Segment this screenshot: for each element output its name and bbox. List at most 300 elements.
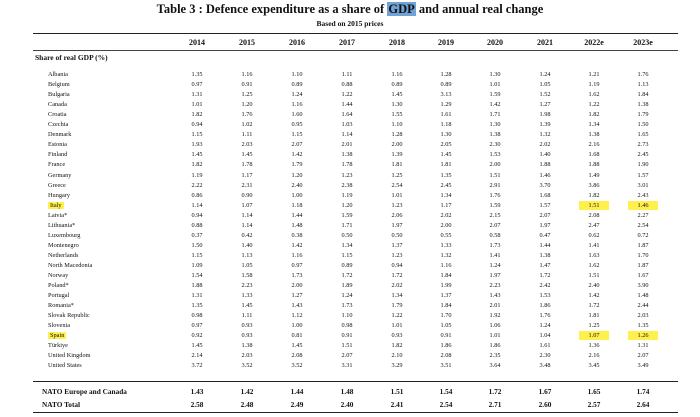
value-cell: 1.47 xyxy=(539,261,551,269)
aggregate-value-cell: 1.44 xyxy=(290,387,304,396)
country-name: North Macedonia xyxy=(48,261,93,269)
value-cell: 1.23 xyxy=(391,201,403,209)
bottom-rule xyxy=(33,412,678,413)
value-cell: 2.01 xyxy=(341,141,353,149)
value-cell: 1.34 xyxy=(391,292,403,300)
value-cell: 2.05 xyxy=(440,141,452,149)
value-cell: 1.82 xyxy=(391,342,403,350)
value-cell: 1.44 xyxy=(539,241,551,249)
aggregate-name: NATO Europe and Canada xyxy=(42,387,127,396)
value-cell: 0.50 xyxy=(391,231,403,239)
value-cell: 1.13 xyxy=(637,81,649,89)
value-cell: 2.02 xyxy=(539,141,551,149)
country-name: Luxembourg xyxy=(48,231,81,239)
value-cell: 1.25 xyxy=(588,322,600,330)
aggregate-value-cell: 1.51 xyxy=(390,387,404,396)
value-cell: 1.28 xyxy=(440,71,452,78)
value-cell: 2.44 xyxy=(637,302,649,310)
value-cell: 1.30 xyxy=(440,131,452,139)
value-cell: 1.87 xyxy=(637,261,649,269)
year-header: 2022e xyxy=(584,38,604,47)
value-cell: 1.52 xyxy=(539,91,551,99)
table-row xyxy=(0,241,700,250)
value-cell: 1.29 xyxy=(440,101,452,109)
value-cell: 1.76 xyxy=(637,71,649,78)
value-cell: 1.25 xyxy=(391,171,403,179)
table-row xyxy=(0,201,700,210)
country-name: Germany xyxy=(48,171,72,179)
table-row xyxy=(0,331,700,340)
value-cell: 0.55 xyxy=(440,231,452,239)
value-cell: 1.05 xyxy=(539,81,551,89)
value-cell: 1.82 xyxy=(588,111,600,119)
year-header: 2015 xyxy=(239,38,255,47)
value-cell: 1.50 xyxy=(637,121,649,129)
value-cell: 1.97 xyxy=(489,272,501,279)
value-cell: 1.05 xyxy=(440,322,452,330)
value-cell: 1.27 xyxy=(291,292,303,300)
value-cell: 1.73 xyxy=(341,302,353,310)
table-row xyxy=(0,251,700,260)
aggregate-value-cell: 2.49 xyxy=(290,400,304,409)
value-cell: 3.48 xyxy=(539,362,551,370)
value-cell: 0.93 xyxy=(241,322,253,330)
country-name: Slovenia xyxy=(48,322,71,330)
value-cell: 1.24 xyxy=(539,322,551,330)
table-row xyxy=(0,120,700,129)
value-cell: 1.14 xyxy=(241,221,253,229)
table-title: Table 3 : Defence expenditure as a share of GDP and annual real change xyxy=(156,2,544,16)
value-cell: 1.48 xyxy=(291,221,303,229)
value-cell: 1.60 xyxy=(291,111,303,119)
value-cell: 1.25 xyxy=(241,91,253,99)
value-cell: 0.81 xyxy=(291,332,303,340)
value-cell: 1.10 xyxy=(341,312,353,320)
value-cell: 1.45 xyxy=(191,151,203,159)
value-cell: 2.45 xyxy=(440,181,452,189)
value-cell: 0.92 xyxy=(191,332,203,340)
aggregate-name: NATO Total xyxy=(42,400,81,409)
value-cell: 1.61 xyxy=(440,111,452,119)
value-cell: 2.73 xyxy=(637,141,649,149)
value-cell: 1.59 xyxy=(341,211,353,219)
value-cell: 2.38 xyxy=(341,181,353,189)
table-row xyxy=(0,351,700,360)
value-cell: 1.00 xyxy=(291,322,303,330)
table-row xyxy=(0,181,700,190)
value-cell: 1.36 xyxy=(588,342,600,350)
year-header: 2021 xyxy=(537,38,553,47)
aggregate-value-cell: 1.74 xyxy=(636,387,650,396)
value-cell: 1.38 xyxy=(341,151,353,159)
value-cell: 1.19 xyxy=(191,171,203,179)
value-cell: 1.01 xyxy=(489,332,501,340)
table-row xyxy=(0,321,700,330)
value-cell: 2.30 xyxy=(539,352,551,360)
value-cell: 1.20 xyxy=(291,171,303,179)
value-cell: 2.42 xyxy=(539,282,551,290)
section-label: Share of real GDP (%) xyxy=(35,53,108,62)
value-cell: 1.84 xyxy=(440,272,452,279)
value-cell: 0.47 xyxy=(539,231,551,239)
value-cell: 1.14 xyxy=(191,201,203,209)
value-cell: 1.79 xyxy=(391,302,403,310)
aggregate-value-cell: 2.60 xyxy=(538,400,552,409)
year-header: 2018 xyxy=(389,38,405,47)
value-cell: 1.53 xyxy=(539,292,551,300)
value-cell: 0.86 xyxy=(191,191,203,199)
year-header: 2023e xyxy=(633,38,653,47)
country-name: Türkiye xyxy=(48,342,68,350)
value-cell: 1.98 xyxy=(539,111,551,119)
value-cell: 1.45 xyxy=(440,151,452,159)
value-cell: 1.42 xyxy=(291,241,303,249)
value-cell: 1.35 xyxy=(191,71,203,78)
value-cell: 2.31 xyxy=(241,181,253,189)
value-cell: 1.84 xyxy=(637,91,649,99)
value-cell: 1.86 xyxy=(539,302,551,310)
country-name: Canada xyxy=(48,101,67,109)
value-cell: 1.34 xyxy=(440,191,452,199)
value-cell: 1.87 xyxy=(637,241,649,249)
value-cell: 1.70 xyxy=(637,251,649,259)
value-cell: 2.02 xyxy=(440,211,452,219)
table-row xyxy=(0,70,700,79)
table-row xyxy=(0,221,700,230)
value-cell: 1.30 xyxy=(391,101,403,109)
value-cell: 0.88 xyxy=(191,221,203,229)
value-cell: 1.78 xyxy=(341,161,353,169)
value-cell: 1.20 xyxy=(241,101,253,109)
value-cell: 3.45 xyxy=(588,362,600,370)
table-row xyxy=(0,150,700,159)
country-name: Bulgaria xyxy=(48,91,70,99)
aggregate-value-cell: 1.48 xyxy=(340,387,354,396)
value-cell: 1.88 xyxy=(588,161,600,169)
table-row xyxy=(0,140,700,149)
value-cell: 0.58 xyxy=(489,231,501,239)
value-cell: 1.76 xyxy=(539,312,551,320)
value-cell: 1.76 xyxy=(489,191,501,199)
value-cell: 1.97 xyxy=(539,221,551,229)
value-cell: 2.00 xyxy=(489,161,501,169)
value-cell: 2.00 xyxy=(291,282,303,290)
value-cell: 1.38 xyxy=(241,342,253,350)
value-cell: 1.99 xyxy=(440,282,452,290)
value-cell: 1.16 xyxy=(241,71,253,78)
country-name: Norway xyxy=(48,272,69,279)
year-header: 2020 xyxy=(487,38,503,47)
table-row xyxy=(0,90,700,99)
value-cell: 0.50 xyxy=(341,231,353,239)
value-cell: 2.03 xyxy=(241,141,253,149)
value-cell: 1.04 xyxy=(539,332,551,340)
value-cell: 1.15 xyxy=(341,251,353,259)
value-cell: 1.09 xyxy=(191,261,203,269)
table-subtitle: Based on 2015 prices xyxy=(316,19,384,28)
value-cell: 1.00 xyxy=(291,191,303,199)
aggregate-rule xyxy=(33,381,678,382)
value-cell: 1.18 xyxy=(291,201,303,209)
value-cell: 1.28 xyxy=(391,131,403,139)
country-name: Romania* xyxy=(48,302,74,310)
value-cell: 1.16 xyxy=(291,251,303,259)
value-cell: 2.08 xyxy=(588,211,600,219)
value-cell: 2.45 xyxy=(637,151,649,159)
value-cell: 1.58 xyxy=(241,272,253,279)
value-cell: 0.89 xyxy=(291,81,303,89)
country-name: United Kingdom xyxy=(48,352,91,360)
value-cell: 1.01 xyxy=(391,322,403,330)
aggregate-value-cell: 2.48 xyxy=(240,400,254,409)
value-cell: 1.14 xyxy=(241,211,253,219)
value-cell: 1.78 xyxy=(241,161,253,169)
value-cell: 3.29 xyxy=(391,362,403,370)
value-cell: 1.81 xyxy=(391,161,403,169)
value-cell: 2.01 xyxy=(489,302,501,310)
value-cell: 1.23 xyxy=(391,251,403,259)
table-row xyxy=(0,261,700,270)
country-name: Italy xyxy=(50,201,62,209)
value-cell: 3.64 xyxy=(489,362,501,370)
country-name: Spain xyxy=(50,332,65,340)
table-row xyxy=(0,211,700,220)
value-cell: 1.72 xyxy=(341,272,353,279)
value-cell: 1.03 xyxy=(341,121,353,129)
value-cell: 1.73 xyxy=(291,272,303,279)
value-cell: 1.86 xyxy=(489,342,501,350)
value-cell: 0.94 xyxy=(191,211,203,219)
value-cell: 0.89 xyxy=(341,261,353,269)
country-name: Albania xyxy=(48,71,68,78)
value-cell: 1.67 xyxy=(637,272,649,279)
value-cell: 1.51 xyxy=(341,342,353,350)
value-cell: 1.92 xyxy=(489,312,501,320)
value-cell: 1.14 xyxy=(341,131,353,139)
value-cell: 1.73 xyxy=(489,241,501,249)
value-cell: 1.15 xyxy=(291,131,303,139)
value-cell: 1.30 xyxy=(489,71,501,78)
table-row xyxy=(0,130,700,139)
aggregate-value-cell: 2.41 xyxy=(390,400,404,409)
value-cell: 0.97 xyxy=(191,322,203,330)
value-cell: 2.16 xyxy=(588,352,600,360)
value-cell: 1.16 xyxy=(391,71,403,78)
value-cell: 1.90 xyxy=(637,161,649,169)
value-cell: 2.06 xyxy=(391,211,403,219)
value-cell: 3.52 xyxy=(291,362,303,370)
value-cell: 2.23 xyxy=(241,282,253,290)
value-cell: 2.08 xyxy=(440,352,452,360)
value-cell: 1.39 xyxy=(391,151,403,159)
value-cell: 3.72 xyxy=(191,362,203,370)
value-cell: 1.82 xyxy=(588,191,600,199)
value-cell: 1.19 xyxy=(341,191,353,199)
aggregate-row xyxy=(0,399,700,411)
table-row xyxy=(0,341,700,350)
value-cell: 2.03 xyxy=(637,312,649,320)
value-cell: 1.57 xyxy=(539,201,551,209)
value-cell: 2.02 xyxy=(391,282,403,290)
value-cell: 2.07 xyxy=(539,211,551,219)
table-row xyxy=(0,231,700,240)
value-cell: 1.38 xyxy=(489,131,501,139)
value-cell: 1.51 xyxy=(588,272,600,279)
value-cell: 0.91 xyxy=(440,332,452,340)
value-cell: 1.24 xyxy=(539,71,551,78)
value-cell: 2.07 xyxy=(637,352,649,360)
value-cell: 1.10 xyxy=(291,71,303,78)
value-cell: 2.16 xyxy=(588,141,600,149)
value-cell: 1.21 xyxy=(588,71,600,78)
value-cell: 1.68 xyxy=(539,191,551,199)
aggregate-value-cell: 2.54 xyxy=(439,400,453,409)
value-cell: 1.46 xyxy=(539,171,551,179)
value-cell: 1.17 xyxy=(440,201,452,209)
value-cell: 1.43 xyxy=(291,302,303,310)
table-row xyxy=(0,311,700,320)
title-highlight-gdp: GDP xyxy=(388,2,415,16)
value-cell: 1.02 xyxy=(241,121,253,129)
value-cell: 2.03 xyxy=(241,352,253,360)
value-cell: 1.05 xyxy=(241,261,253,269)
value-cell: 2.07 xyxy=(489,221,501,229)
value-cell: 0.94 xyxy=(191,121,203,129)
value-cell: 1.71 xyxy=(341,221,353,229)
value-cell: 0.89 xyxy=(391,81,403,89)
value-cell: 1.89 xyxy=(341,282,353,290)
country-name: Netherlands xyxy=(48,251,79,259)
country-name: Greece xyxy=(48,181,66,189)
value-cell: 1.41 xyxy=(588,241,600,249)
value-cell: 1.51 xyxy=(579,201,609,210)
value-cell: 1.72 xyxy=(588,302,600,310)
value-cell: 1.31 xyxy=(191,91,203,99)
value-cell: 0.62 xyxy=(588,231,600,239)
value-cell: 0.38 xyxy=(291,231,303,239)
value-cell: 0.97 xyxy=(191,81,203,89)
top-rule xyxy=(33,33,678,34)
value-cell: 1.82 xyxy=(191,161,203,169)
value-cell: 3.13 xyxy=(440,91,452,99)
value-cell: 1.72 xyxy=(391,272,403,279)
table-row xyxy=(0,160,700,169)
value-cell: 1.06 xyxy=(489,322,501,330)
value-cell: 1.39 xyxy=(539,121,551,129)
value-cell: 1.62 xyxy=(588,91,600,99)
value-cell: 1.81 xyxy=(440,161,452,169)
value-cell: 1.42 xyxy=(588,292,600,300)
value-cell: 2.40 xyxy=(291,181,303,189)
value-cell: 1.45 xyxy=(191,342,203,350)
value-cell: 2.35 xyxy=(489,352,501,360)
value-cell: 1.84 xyxy=(440,302,452,310)
aggregate-value-cell: 2.57 xyxy=(587,400,601,409)
value-cell: 1.34 xyxy=(341,241,353,249)
value-cell: 1.10 xyxy=(391,121,403,129)
value-cell: 1.64 xyxy=(341,111,353,119)
aggregate-value-cell: 1.67 xyxy=(538,387,552,396)
aggregate-value-cell: 1.72 xyxy=(488,387,502,396)
value-cell: 2.23 xyxy=(489,282,501,290)
value-cell: 1.01 xyxy=(191,101,203,109)
country-name: Slovak Republic xyxy=(48,312,90,320)
value-cell: 1.53 xyxy=(489,151,501,159)
value-cell: 1.22 xyxy=(341,91,353,99)
value-cell: 1.55 xyxy=(391,111,403,119)
value-cell: 1.35 xyxy=(191,302,203,310)
table-row xyxy=(0,291,700,300)
table-row xyxy=(0,361,700,370)
value-cell: 2.00 xyxy=(391,141,403,149)
value-cell: 1.50 xyxy=(191,241,203,249)
value-cell: 2.27 xyxy=(637,211,649,219)
value-cell: 1.32 xyxy=(440,251,452,259)
country-name: Poland* xyxy=(48,282,69,290)
value-cell: 1.11 xyxy=(241,312,253,320)
value-cell: 0.72 xyxy=(637,231,649,239)
country-name: Croatia xyxy=(48,111,67,119)
value-cell: 1.48 xyxy=(637,292,649,300)
value-cell: 0.98 xyxy=(191,312,203,320)
value-cell: 1.45 xyxy=(241,302,253,310)
value-cell: 1.38 xyxy=(539,251,551,259)
value-cell: 3.86 xyxy=(588,181,600,189)
value-cell: 1.44 xyxy=(291,211,303,219)
value-cell: 1.38 xyxy=(637,101,649,109)
year-header: 2016 xyxy=(289,38,305,47)
country-name: Estonia xyxy=(48,141,67,149)
value-cell: 0.97 xyxy=(291,261,303,269)
value-cell: 1.93 xyxy=(191,141,203,149)
value-cell: 2.08 xyxy=(291,352,303,360)
value-cell: 1.35 xyxy=(440,171,452,179)
value-cell: 1.45 xyxy=(291,342,303,350)
value-cell: 1.24 xyxy=(489,261,501,269)
value-cell: 1.54 xyxy=(191,272,203,279)
value-cell: 1.62 xyxy=(588,261,600,269)
value-cell: 1.40 xyxy=(241,241,253,249)
value-cell: 3.90 xyxy=(637,282,649,290)
value-cell: 1.72 xyxy=(539,272,551,279)
value-cell: 1.42 xyxy=(489,101,501,109)
value-cell: 2.43 xyxy=(637,191,649,199)
value-cell: 2.91 xyxy=(489,181,501,189)
value-cell: 1.82 xyxy=(191,111,203,119)
value-cell: 1.32 xyxy=(539,131,551,139)
aggregate-value-cell: 2.71 xyxy=(488,400,502,409)
value-cell: 1.59 xyxy=(489,91,501,99)
aggregate-value-cell: 1.43 xyxy=(190,387,204,396)
header-rule xyxy=(33,50,678,51)
table-row xyxy=(0,80,700,89)
country-name: Denmark xyxy=(48,131,72,139)
value-cell: 2.07 xyxy=(341,352,353,360)
value-cell: 2.14 xyxy=(191,352,203,360)
country-name: France xyxy=(48,161,66,169)
value-cell: 0.91 xyxy=(241,81,253,89)
table-row xyxy=(0,110,700,119)
value-cell: 1.20 xyxy=(341,201,353,209)
value-cell: 1.15 xyxy=(191,251,203,259)
value-cell: 3.01 xyxy=(637,181,649,189)
value-cell: 1.49 xyxy=(588,171,600,179)
table-row xyxy=(0,281,700,290)
value-cell: 1.24 xyxy=(291,91,303,99)
value-cell: 1.26 xyxy=(628,331,658,340)
value-cell: 1.42 xyxy=(291,151,303,159)
aggregate-value-cell: 2.64 xyxy=(636,400,650,409)
